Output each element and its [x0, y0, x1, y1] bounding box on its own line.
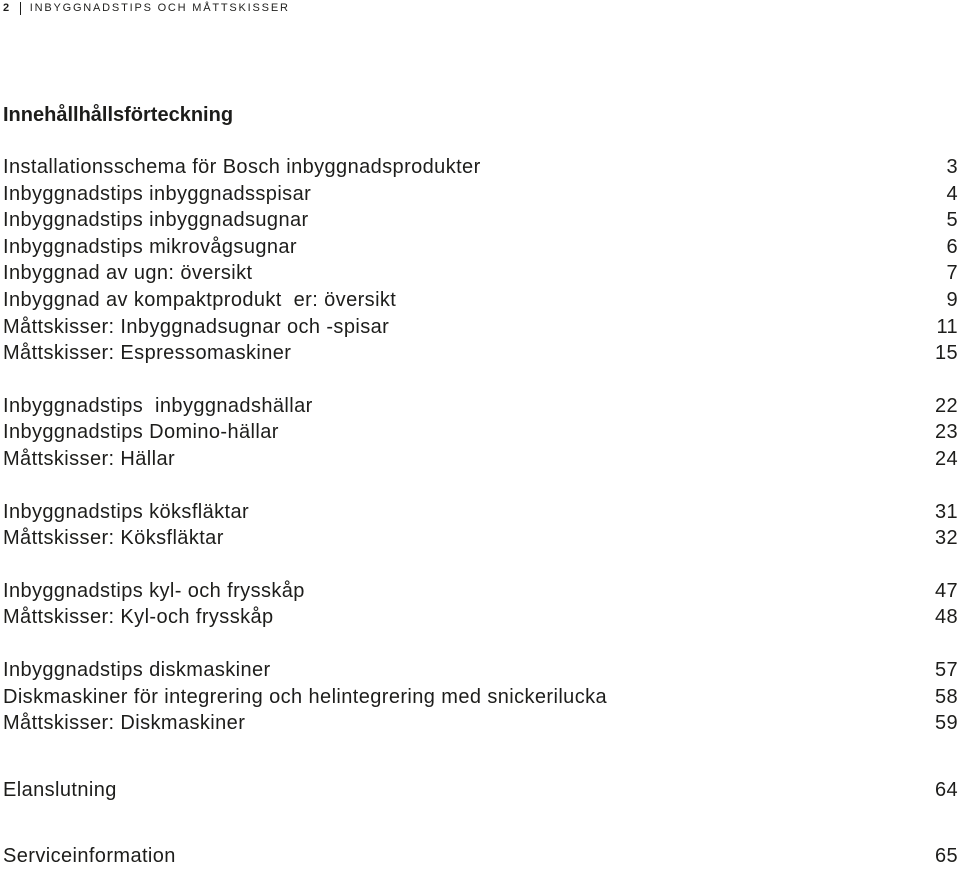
- toc-entry: [3, 499, 958, 526]
- toc-entry: [3, 604, 958, 631]
- toc-entry-label: Inbyggnadstips mikrovågsugnar: [3, 235, 297, 258]
- toc-entry-page: 5: [946, 209, 958, 232]
- toc-entry: [3, 314, 958, 341]
- toc-entry-label: Inbyggnadstips inbyggnadsspisar: [3, 182, 312, 205]
- toc-entry-label: Inbyggnad av kompaktprodukt er: översikt: [3, 289, 397, 311]
- toc-entry-label: Serviceinformation: [3, 845, 176, 868]
- toc-entry-page: 31: [934, 500, 958, 523]
- toc-entry: [3, 777, 958, 804]
- toc-entry: [3, 234, 958, 261]
- toc-entry: [3, 843, 958, 870]
- toc-entry-page: 4: [946, 182, 958, 205]
- running-header: [3, 0, 290, 16]
- toc-entry: [3, 710, 958, 737]
- toc-entry-label: Inbyggnadstips Domino-hällar: [3, 421, 279, 444]
- toc-entry-label: Måttskisser: Köksfläktar: [3, 527, 224, 550]
- toc-entry-label: Måttskisser: Inbyggnadsugnar och -spisar: [3, 315, 390, 338]
- toc-entry-page: 47: [934, 579, 958, 602]
- toc-entry: [3, 207, 958, 234]
- toc-entry-page: 58: [934, 685, 958, 708]
- toc-entry-page: 9: [946, 289, 958, 311]
- toc-entry-label: Inbyggnadstips diskmaskiner: [3, 659, 271, 681]
- toc-entry-page: 64: [934, 778, 958, 801]
- toc-entry-label: Inbyggnadstips kyl- och frysskåp: [3, 579, 305, 602]
- toc-entry: [3, 419, 958, 446]
- toc-entry-page: 23: [934, 421, 958, 444]
- toc-entry-page: 57: [934, 659, 958, 681]
- toc-entry-page: 3: [946, 156, 958, 178]
- toc-entry-label: Inbyggnadstips köksfläktar: [3, 500, 250, 523]
- toc-entry: [3, 446, 958, 473]
- toc-entry: [3, 260, 958, 287]
- toc-entry-page: 6: [946, 235, 958, 258]
- toc-entry: [3, 657, 958, 684]
- toc-entry-page: 24: [934, 448, 958, 470]
- toc-entry-page: 32: [934, 527, 958, 550]
- toc-entry: [3, 525, 958, 552]
- toc-entry: [3, 684, 958, 711]
- toc-entry: [3, 340, 958, 367]
- header-divider: [20, 2, 21, 15]
- toc-entry: [3, 393, 958, 420]
- toc-title: Innehållhållsförteckning: [3, 104, 234, 126]
- toc-entry-label: Inbyggnad av ugn: översikt: [3, 262, 253, 285]
- toc-entry-label: Måttskisser: Diskmaskiner: [3, 712, 246, 735]
- toc-entry-label: Inbyggnadstips inbyggnadsugnar: [3, 209, 309, 232]
- toc-entry-page: 65: [934, 845, 958, 868]
- running-title: INBYGGNADSTIPS OCH MÅTTSKISSER: [29, 2, 290, 14]
- toc-entry-page: 22: [934, 394, 958, 417]
- toc-entry-page: 59: [934, 712, 958, 735]
- toc-entry-page: 11: [936, 315, 958, 338]
- toc-entry-label: Måttskisser: Hällar: [3, 448, 176, 470]
- page-number: 2: [3, 2, 11, 14]
- toc-entry-label: Installationsschema för Bosch inbyggnadsprodukter: [3, 156, 481, 178]
- toc-entry-page: 48: [934, 606, 958, 629]
- toc-entry-label: Inbyggnadstips inbyggnadshällar: [3, 394, 313, 417]
- toc-entry: [3, 154, 958, 181]
- toc-entry: [3, 287, 958, 314]
- toc-entry-label: Diskmaskiner för integrering och helintegrering med snickerilucka: [3, 685, 608, 708]
- toc-entry: [3, 181, 958, 208]
- toc-entry-label: Måttskisser: Espressomaskiner: [3, 342, 292, 365]
- toc-entry-page: 15: [934, 342, 958, 365]
- toc-entry-page: 7: [946, 262, 958, 285]
- toc-entry: [3, 578, 958, 605]
- toc-entry-label: Måttskisser: Kyl-och frysskåp: [3, 606, 274, 629]
- toc-entry-label: Elanslutning: [3, 778, 117, 801]
